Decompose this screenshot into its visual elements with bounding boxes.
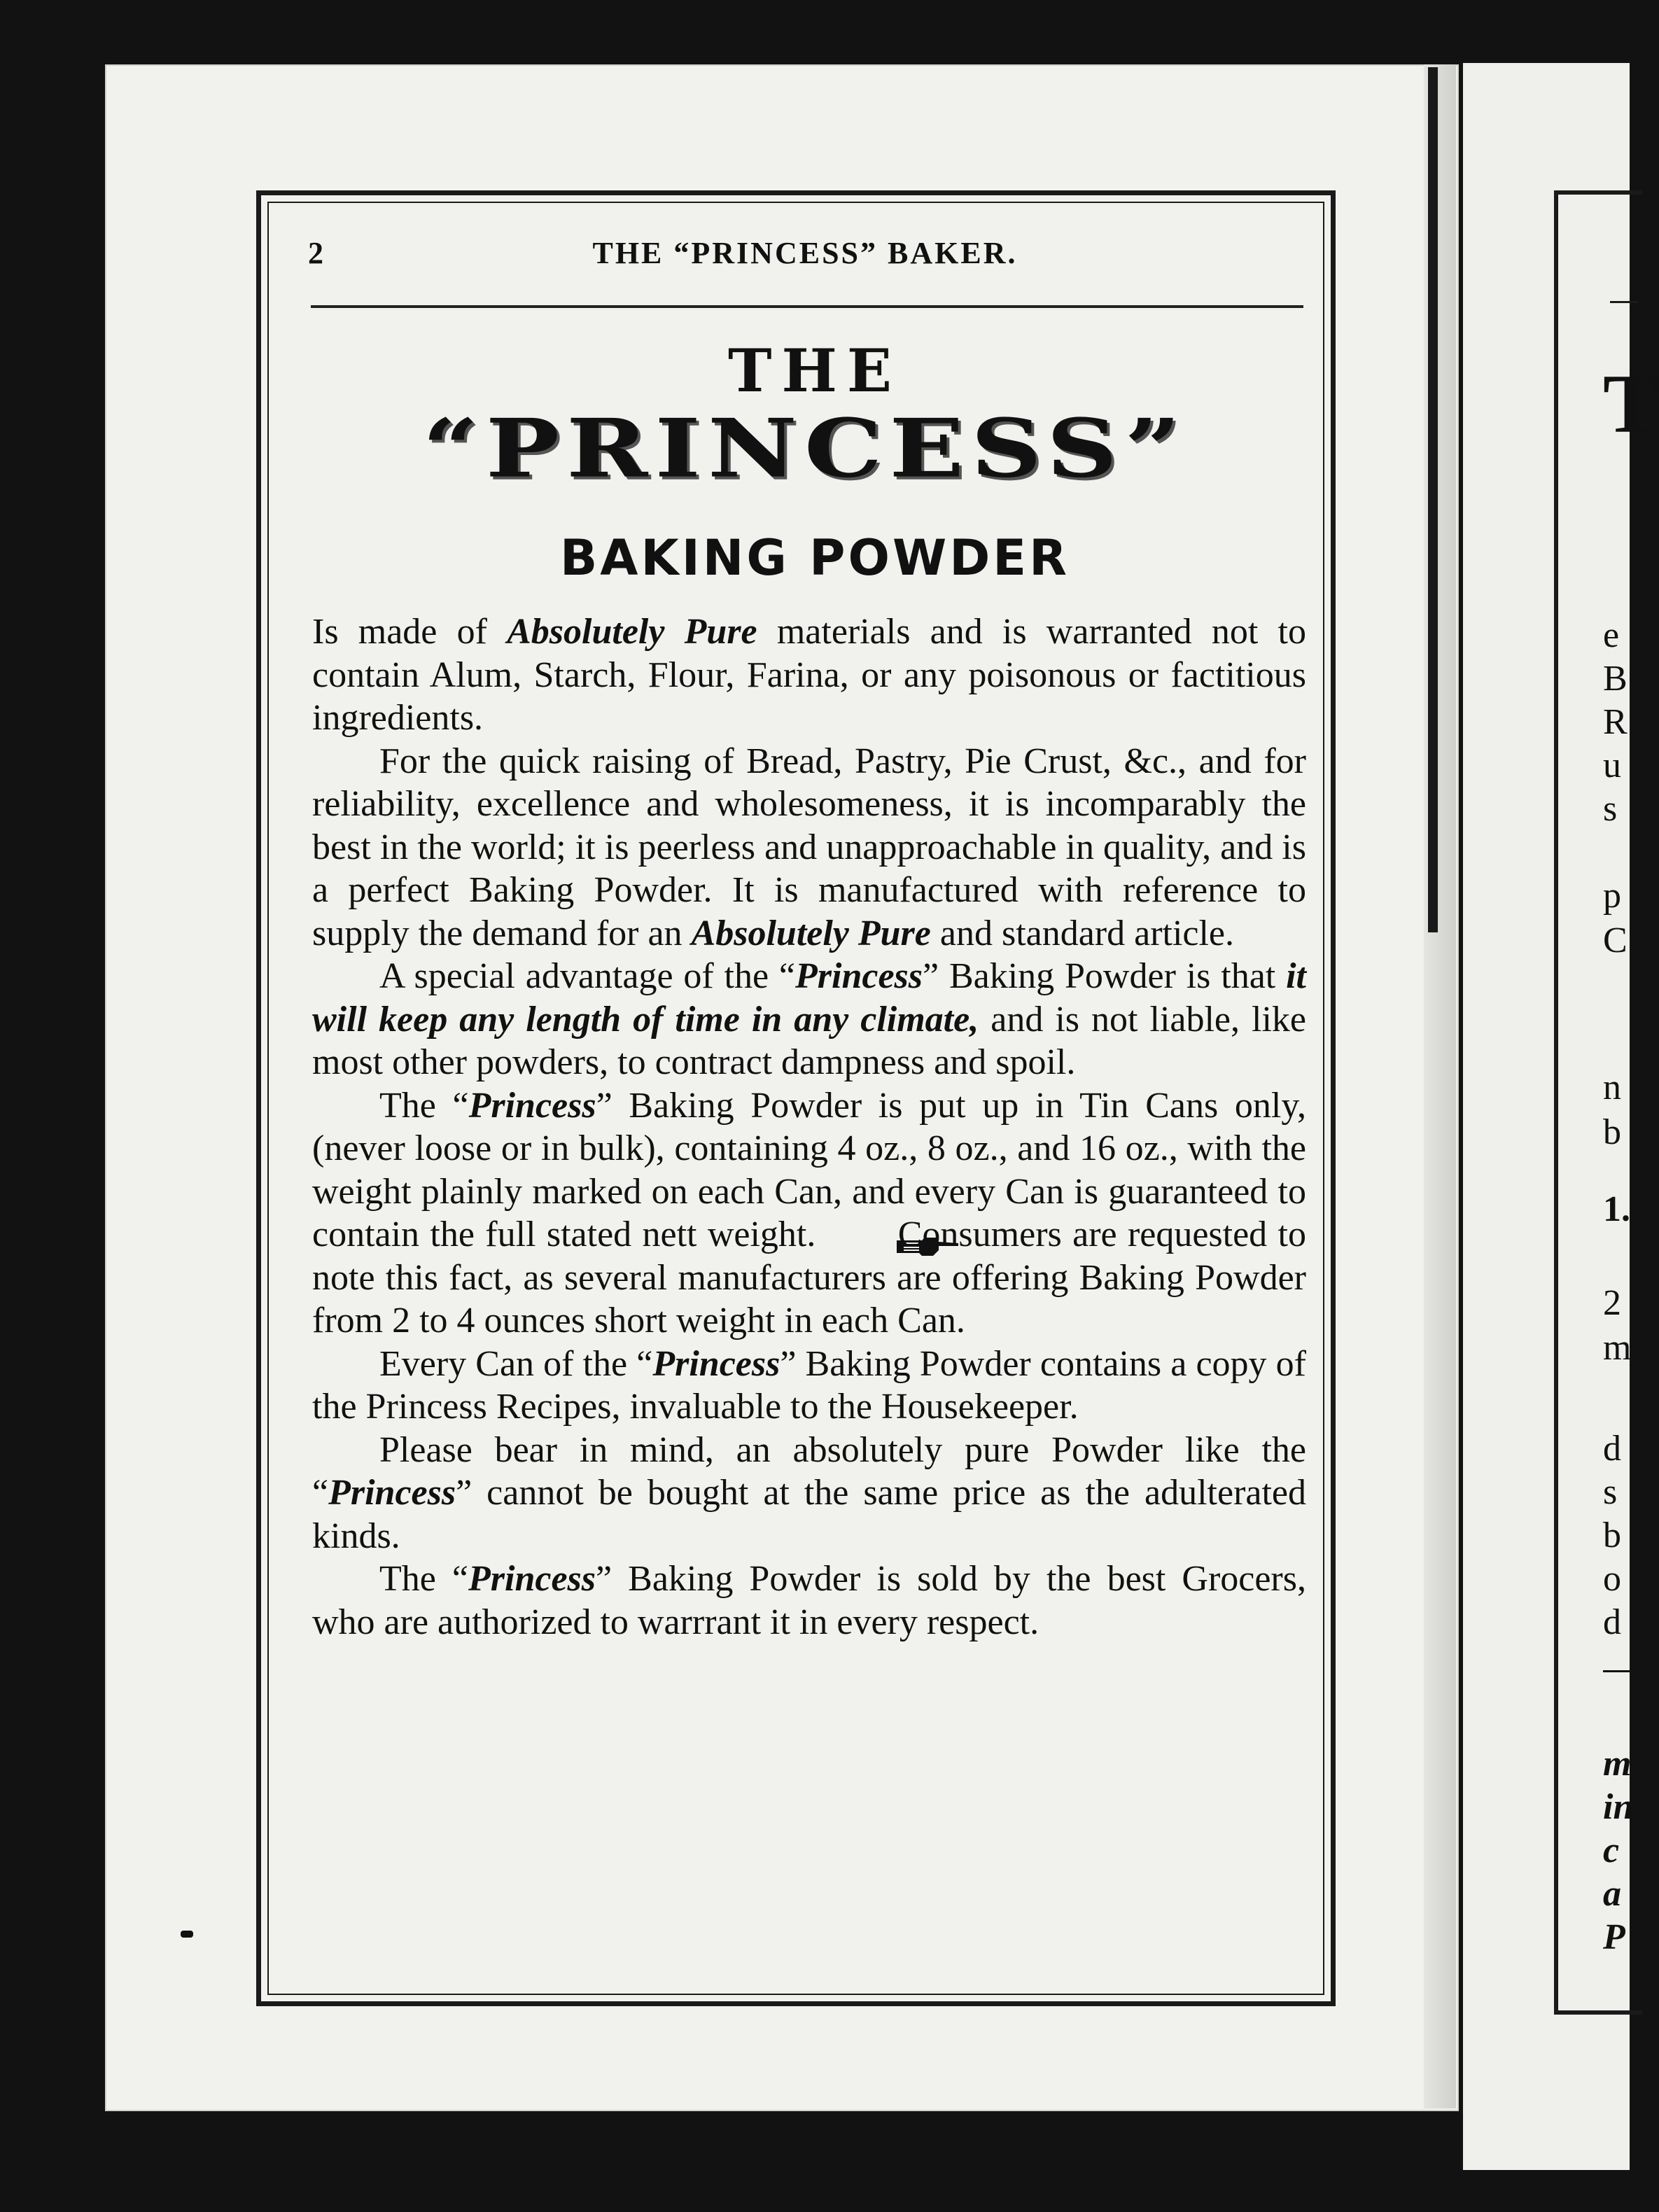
header-rule xyxy=(311,305,1303,308)
right-page-title-fragment: T xyxy=(1603,357,1659,450)
running-head xyxy=(308,235,1302,277)
right-fragment: b xyxy=(1603,1112,1621,1152)
paragraph-3: A special advantage of the “Princess” Baking Powder is that it will keep any length of time in any climate, and is not liable, like most other powders, to contract dampness and spoil. xyxy=(312,956,1307,1082)
right-page-border xyxy=(1554,190,1642,2015)
paragraph-6: Please bear in mind, an absolutely pure Powder like the “Princess” cannot be bought at the same price as the adulterated kinds. xyxy=(312,1429,1306,1556)
body-text xyxy=(312,610,1306,1644)
right-fragment: c xyxy=(1603,1830,1620,1870)
right-fragment: 1. xyxy=(1603,1189,1630,1229)
book-spine xyxy=(1428,67,1438,932)
right-fragment: d xyxy=(1603,1429,1621,1469)
right-fragment: B xyxy=(1603,659,1628,699)
right-fragment: u xyxy=(1603,746,1621,785)
right-fragment: a xyxy=(1603,1874,1621,1914)
right-fragment: R xyxy=(1603,702,1628,742)
title-the: THE xyxy=(728,336,902,405)
right-fragment: in xyxy=(1603,1787,1634,1827)
right-fragment: b xyxy=(1603,1516,1621,1555)
title-baking-powder: BAKING POWDER xyxy=(559,529,1070,587)
right-fragment: C xyxy=(1603,920,1628,960)
right-fragment-rule xyxy=(1603,1670,1638,1672)
right-fragment: o xyxy=(1603,1559,1621,1599)
right-fragment: d xyxy=(1603,1602,1621,1642)
page-number: 2 xyxy=(308,236,323,270)
right-fragment: p xyxy=(1603,876,1621,916)
paragraph-7: The “Princess” Baking Powder is sold by the best Grocers, who are authorized to warrrant it in every respect. xyxy=(312,1559,1306,1642)
paragraph-5: Every Can of the “Princess” Baking Powder contains a copy of the Princess Recipes, invaluable to the Housekeeper. xyxy=(312,1343,1306,1427)
right-fragment: m xyxy=(1603,1744,1632,1784)
right-fragment: 2 xyxy=(1603,1283,1621,1323)
right-fragment: m xyxy=(1603,1328,1632,1368)
running-title: THE “PRINCESS” BAKER. xyxy=(592,236,1018,270)
right-page-rule xyxy=(1610,301,1638,303)
right-fragment: e xyxy=(1603,615,1620,655)
paragraph-2: For the quick raising of Bread, Pastry, Pie Crust, &c., and for reliability, excellence and wholesomeness, it is incomparably the best in the world; it is peerless and unapproachable in quality, and is a perfect Baking Powder. It is manufactured with reference to supply the demand for an Absolutely Pure and standard article. xyxy=(312,741,1306,953)
paragraph-1: Is made of Absolutely Pure materials and is warranted not to contain Alum, Starch, Flour, Farina, or any poisonous or factitious ingredients. xyxy=(312,612,1306,738)
paragraph-4: The “Princess” Baking Powder is put up in Tin Cans only, (never loose or in bulk), containing 4 oz., 8 oz., and 16 oz., with the weight plainly marked on each Can, and every Can is guaranteed to contain the full stated nett weight. Consumers are requested to note this fact, as several manufacturers are offering Baking Powder from 2 to 4 ounces short weight in each Can. xyxy=(312,1085,1306,1340)
pointing-hand-icon xyxy=(827,1226,894,1250)
right-fragment: s xyxy=(1603,1472,1618,1512)
right-fragment: n xyxy=(1603,1068,1621,1107)
right-fragment: s xyxy=(1603,789,1618,829)
title-princess: “PRINCESS” xyxy=(422,402,1188,496)
ink-blot xyxy=(181,1931,193,1938)
right-fragment: P xyxy=(1603,1917,1625,1957)
